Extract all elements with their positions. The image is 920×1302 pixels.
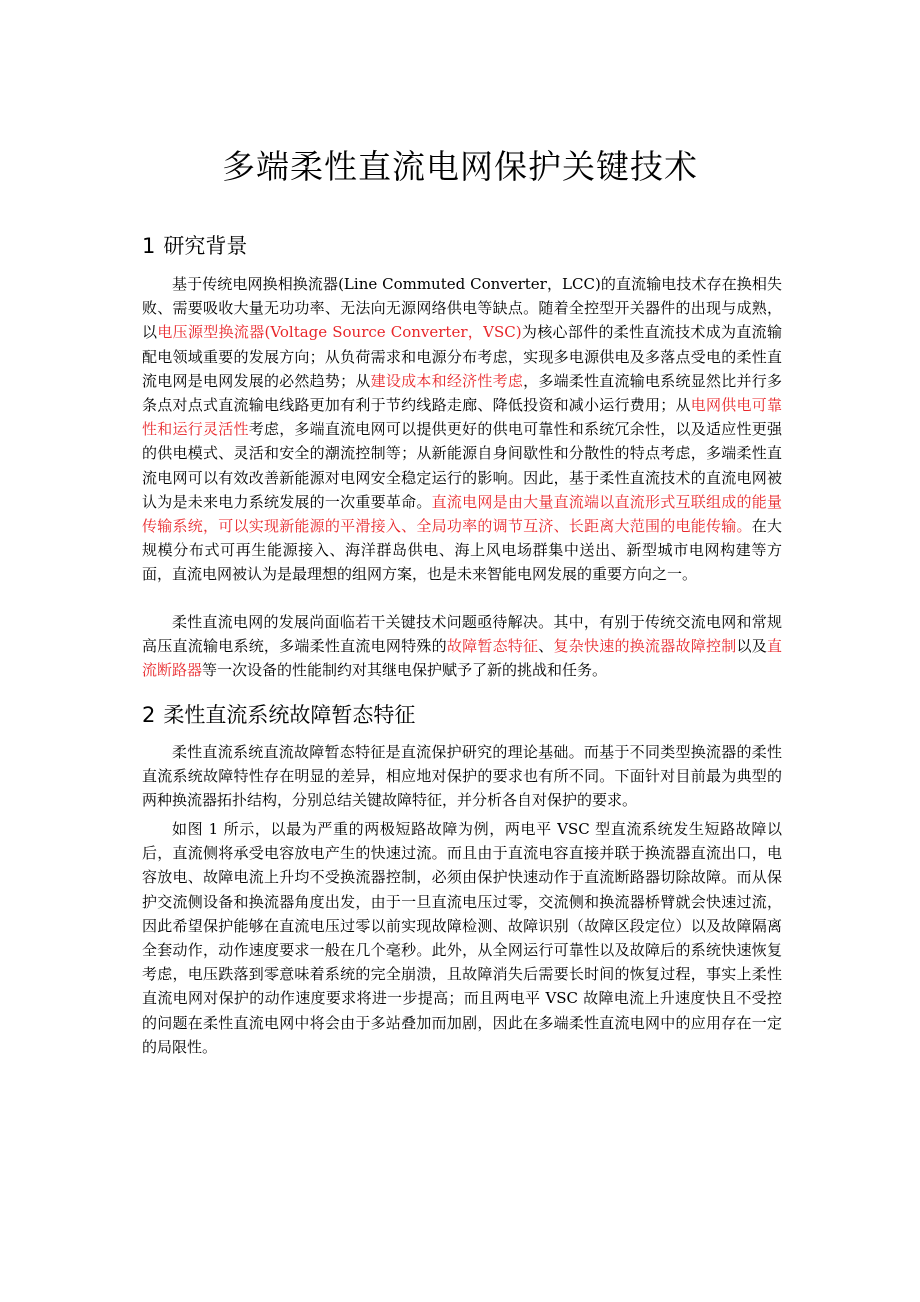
section-2-heading — [142, 700, 415, 730]
highlighted-text: 复杂快速的换流器故障控制 — [553, 637, 737, 656]
highlighted-text: 电网供电可靠性和运行灵活性 — [142, 396, 782, 439]
text-run: ，多端柔性直流输电系统显然比并行多条点对点式直流输电线路更加有利于节约线路走廊、降低投资和减小运行费用；从 — [142, 371, 782, 415]
text-run: 以及 — [736, 637, 767, 656]
text-run: 、 — [538, 637, 554, 656]
section-1-paragraph-1 — [142, 272, 782, 587]
highlighted-text: 故障暂态特征 — [446, 637, 539, 656]
highlighted-text: 直流断路器 — [142, 637, 782, 680]
text-run: 等一次设备的性能制约对其继电保护赋予了新的挑战和任务。 — [202, 661, 608, 680]
document-title: 多端柔性直流电网保护关键技术 — [222, 147, 698, 186]
section-2-number: 2 — [142, 703, 156, 727]
section-2-paragraph-1: 柔性直流系统直流故障暂态特征是直流保护研究的理论基础。而基于不同类型换流器的柔性直流系统故障特性存在明显的差异，相应地对保护的要求也有所不同。下面针对目前最为典型的两种换流器拓扑结构，分别总结关键故障特征，并分析各自对保护的要求。 — [142, 743, 782, 810]
text-run: 为核心部件的柔性直流技术成为直流输配电领域重要的发展方向；从负荷需求和电源分布考虑，实现多电源供电及多落点受电的柔性直流电网是电网发展的必然趋势；从 — [142, 323, 782, 390]
text-run: 基于传统电网换相换流器(Line Commuted Converter，LCC)的直流输电技术存在换相失败、需要吸收大量无功功率、无法向无源网络供电等缺点。随着全控型开关器件的出现与成熟，以 — [142, 275, 782, 342]
text-run: 在大规模分布式可再生能源接入、海洋群岛供电、海上风电场群集中送出、新型城市电网构建等方面，直流电网被认为是最理想的组网方案，也是未来智能电网发展的重要方向之一。 — [142, 517, 782, 584]
highlighted-text: 直流电网是由大量直流端以直流形式互联组成的能量传输系统，可以实现新能源的平滑接入、全局功率的调节互济、长距离大范围的电能传输。 — [142, 492, 782, 536]
text-run: 柔性直流电网的发展尚面临若干关键技术问题亟待解决。其中，有别于传统交流电网和常规高压直流输电系统，多端柔性直流电网特殊的 — [142, 613, 782, 656]
section-2-paragraph-2: 如图 1 所示，以最为严重的两极短路故障为例，两电平 VSC 型直流系统发生短路故障以后，直流侧将承受电容放电产生的快速过流。而且由于直流电容直接并联于换流器直流出口，电容放电、故障电流上升均不受换流器控制，必须由保护快速动作于直流断路器切除故障。而从保护交流侧设备和换流器角度出发，由于一旦直流电压过零，交流侧和换流器桥臂就会快速过流，因此希望保护能够在直流电压过零以前实现故障检测、故障识别（故障区段定位）以及故障隔离全套动作，动作速度要求一般在几个毫秒。此外，从全网运行可靠性以及故障后的系统快速恢复考虑，电压跌落到零意味着系统的完全崩溃，且故障消失后需要长时间的恢复过程，事实上柔性直流电网对保护的动作速度要求将进一步提高；而且两电平 VSC 故障电流上升速度快且不受控的问题在柔性直流电网中将会由于多站叠加而加剧，因此在多端柔性直流电网中的应用存在一定的局限性。 — [142, 820, 782, 1056]
text-run: 考虑，多端直流电网可以提供更好的供电可靠性和系统冗余性，以及适应性更强的供电模式、灵活和安全的潮流控制等；从新能源自身间歇性和分散性的特点考虑，多端柔性直流电网可以有效改善新能源对电网安全稳定运行的影响。因此，基于柔性直流技术的直流电网被认为是未来电力系统发展的一次重要革命。 — [142, 420, 782, 511]
section-1-heading — [142, 231, 247, 261]
section-2-title: 柔性直流系统故障暂态特征 — [163, 703, 416, 727]
section-1-number: 1 — [142, 234, 156, 258]
section-1-paragraph-2 — [142, 610, 782, 683]
highlighted-text: 电压源型换流器(Voltage Source Converter，VSC) — [157, 323, 522, 342]
highlighted-text: 建设成本和经济性考虑 — [370, 371, 524, 390]
section-1-title: 研究背景 — [163, 234, 248, 258]
